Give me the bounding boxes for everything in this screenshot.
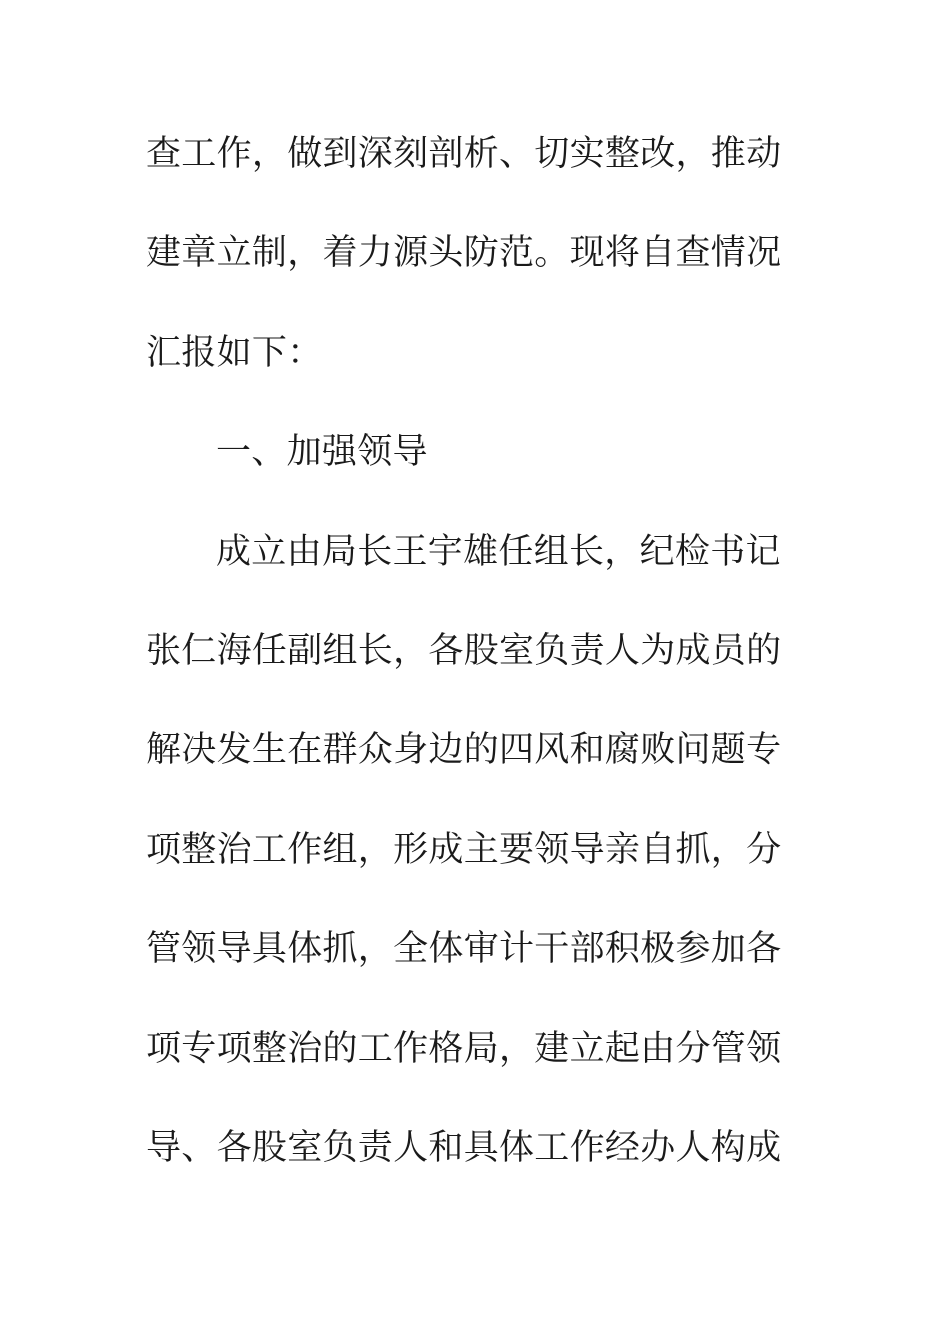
text-line: 建章立制，着力源头防范。现将自查情况 [146,233,782,274]
document-body [146,125,786,1218]
text-line: 管领导具体抓，全体审计干部积极参加各 [146,929,782,970]
text-line: 项专项整治的工作格局，建立起由分管领 [146,1028,782,1069]
text-line: 汇报如下： [146,332,323,373]
section-heading: 一、加强领导 [216,432,428,473]
text-line: 导、各股室负责人和具体工作经办人构成 [146,1127,782,1168]
text-line: 解决发生在群众身边的四风和腐败问题专 [146,730,782,771]
text-line: 查工作，做到深刻剖析、切实整改，推动 [146,134,782,174]
paragraph-first-line: 成立由局长王宇雄任组长，纪检书记 [216,531,781,572]
text-line: 项整治工作组，形成主要领导亲自抓，分 [146,829,782,870]
text-line: 张仁海任副组长，各股室负责人为成员的 [146,630,782,671]
